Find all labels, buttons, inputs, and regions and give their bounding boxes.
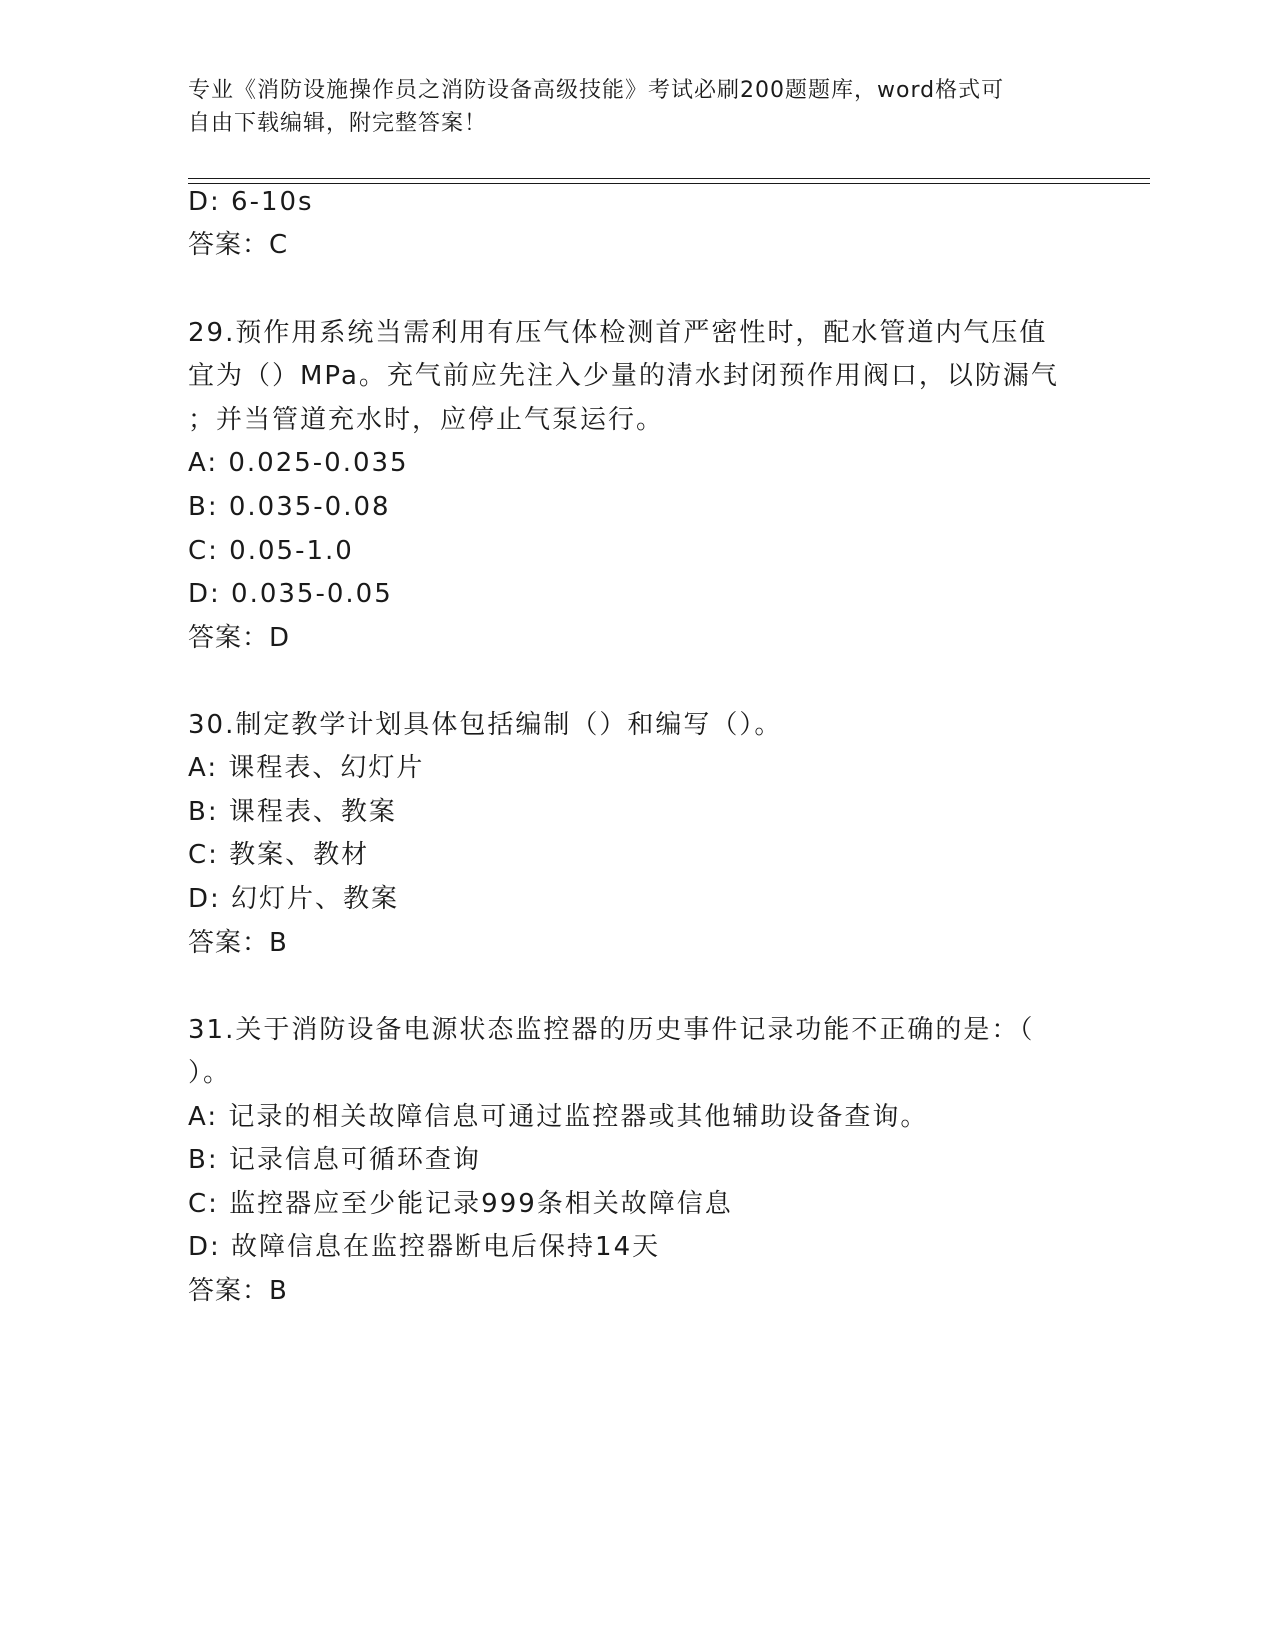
q29-stem-line-2: 宜为（）MPa。充气前应先注入少量的清水封闭预作用阀口，以防漏气 [188,361,1059,391]
q31-option-a: A: 记录的相关故障信息可通过监控器或其他辅助设备查询。 [188,1102,929,1132]
header-line-1: 专业《消防设施操作员之消防设备高级技能》考试必刷200题题库，word格式可 [188,78,1005,103]
q29-option-c: C: 0.05-1.0 [188,536,354,566]
q30-answer: 答案：B [188,928,288,958]
q29-option-d: D: 0.035-0.05 [188,579,393,609]
header-line-2: 自由下载编辑，附完整答案！ [188,111,488,136]
prev-option-d: D: 6-10s [188,187,314,217]
q29-option-a: A: 0.025-0.035 [188,448,409,478]
header-divider-top [188,178,1150,179]
header-divider-bottom [188,183,1150,184]
q29-stem-line-3: ；并当管道充水时，应停止气泵运行。 [188,405,665,435]
q31-option-d: D: 故障信息在监控器断电后保持14天 [188,1232,661,1262]
q30-option-c: C: 教案、教材 [188,840,370,870]
q30-stem-line-1: 30.制定教学计划具体包括编制（）和编写（）。 [188,710,783,740]
q29-option-b: B: 0.035-0.08 [188,492,391,522]
q30-option-b: B: 课程表、教案 [188,797,397,827]
q29-stem-line-1: 29.预作用系统当需利用有压气体检测首严密性时，配水管道内气压值 [188,318,1048,348]
q31-stem-line-1: 31.关于消防设备电源状态监控器的历史事件记录功能不正确的是：（ [188,1015,1035,1045]
q30-option-a: A: 课程表、幻灯片 [188,753,425,783]
q31-option-c: C: 监控器应至少能记录999条相关故障信息 [188,1189,733,1219]
q31-answer: 答案：B [188,1276,288,1306]
q29-answer: 答案：D [188,623,291,653]
q31-option-b: B: 记录信息可循环查询 [188,1145,481,1175]
document-header [188,74,1068,140]
prev-answer: 答案：C [188,230,289,260]
q31-stem-line-2: ）。 [188,1058,232,1088]
q30-option-d: D: 幻灯片、教案 [188,884,400,914]
